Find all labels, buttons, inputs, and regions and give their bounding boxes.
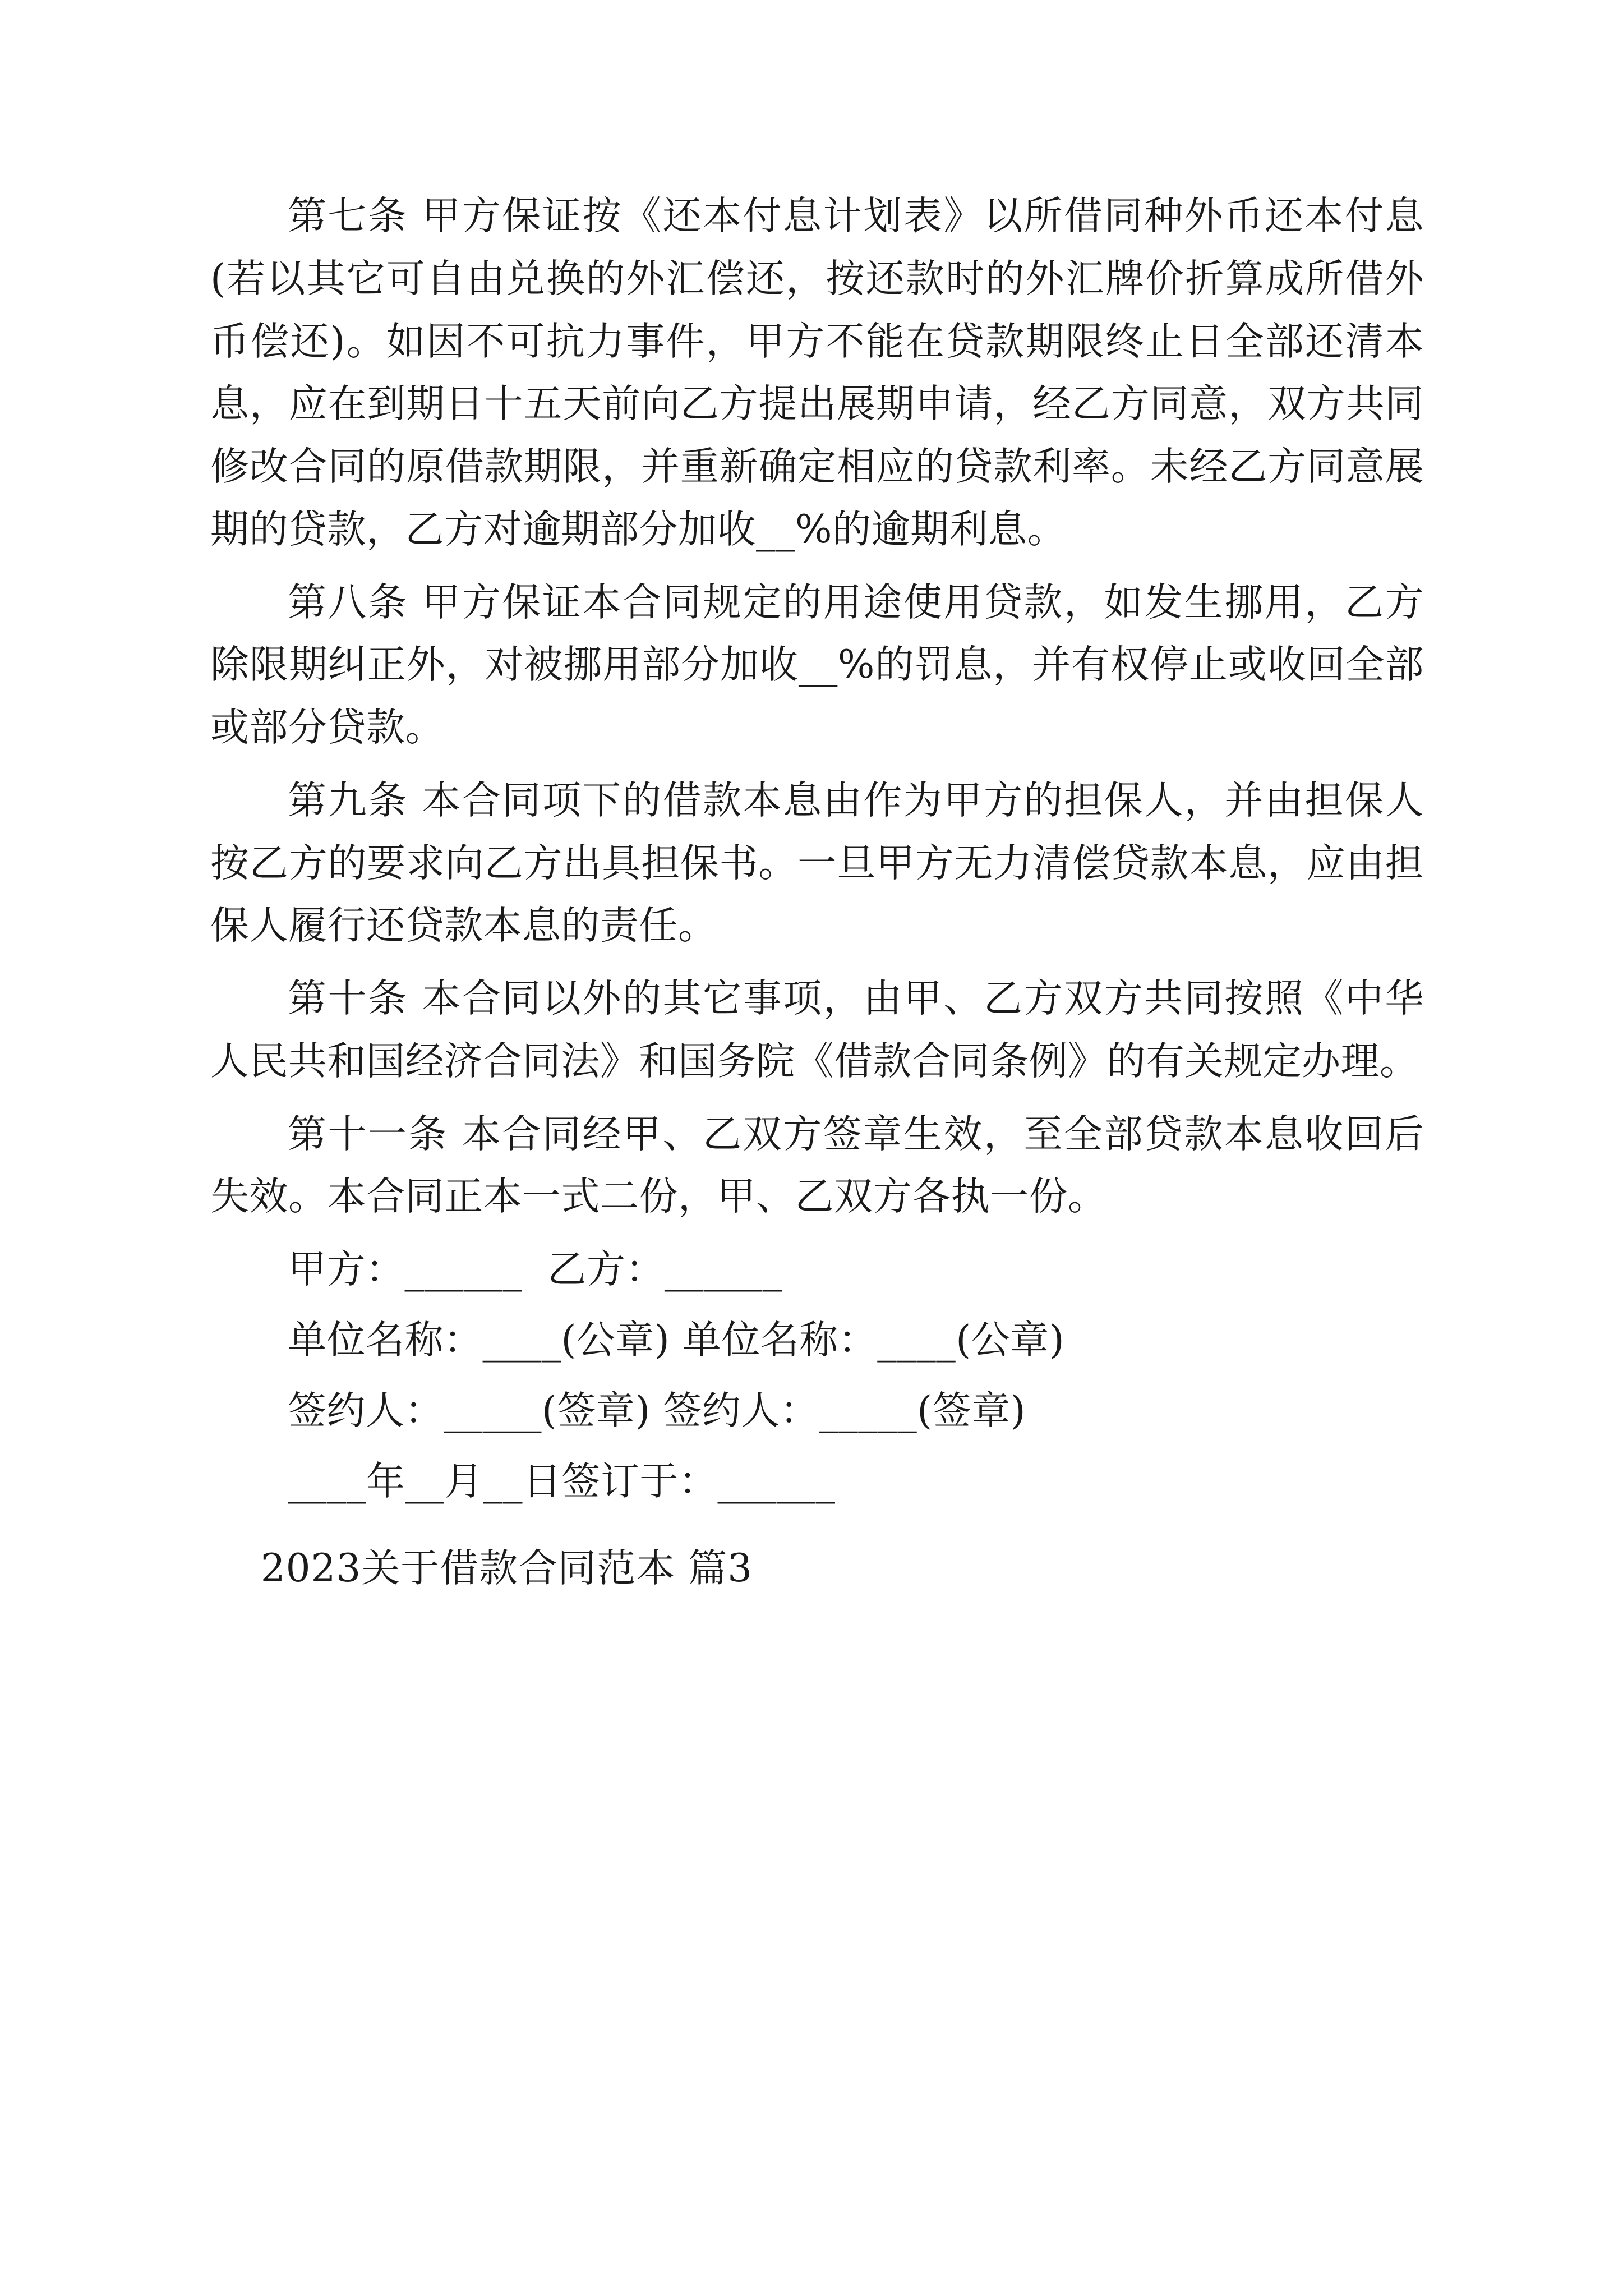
signature-line-date-place: ____年__月__日签订于：______ <box>288 1458 836 1504</box>
signature-line-signatories: 签约人：_____(签章) 签约人：_____(签章) <box>288 1388 1026 1433</box>
clause-paragraph-8: 第八条 甲方保证本合同规定的用途使用贷款，如发生挪用，乙方除限期纠正外，对被挪用部分加收__%的罚息，并有权停止或收回全部或部分贷款。 <box>210 579 1424 751</box>
clause-paragraph-9: 第九条 本合同项下的借款本息由作为甲方的担保人，并由担保人按乙方的要求向乙方出具担保书。一旦甲方无力清偿贷款本息，应由担保人履行还贷款本息的责任。 <box>210 777 1424 949</box>
signature-line-parties: 甲方：______ 乙方：______ <box>288 1247 782 1292</box>
signature-line-unit-names: 单位名称：____(公章) 单位名称：____(公章) <box>288 1318 1065 1363</box>
clause-paragraph-7: 第七条 甲方保证按《还本付息计划表》以所借同种外币还本付息(若以其它可自由兑换的外汇偿还，按还款时的外汇牌价折算成所借外币偿还)。如因不可抗力事件，甲方不能在贷款期限终止日全部还清本息，应在到期日十五天前向乙方提出展期申请，经乙方同意，双方共同修改合同的原借款期限，并重新确定相应的贷款利率。未经乙方同意展期的贷款，乙方对逾期部分加收__%的逾期利息。 <box>210 194 1424 552</box>
document-body <box>210 185 1424 1600</box>
document-footer-title: 2023关于借款合同范本 篇3 <box>260 1546 753 1591</box>
clause-paragraph-10: 第十条 本合同以外的其它事项，由甲、乙方双方共同按照《中华人民共和国经济合同法》和国务院《借款合同条例》的有关规定办理。 <box>210 976 1424 1084</box>
clause-paragraph-11: 第十一条 本合同经甲、乙双方签章生效，至全部贷款本息收回后失效。本合同正本一式二份，甲、乙双方各执一份。 <box>210 1111 1424 1220</box>
